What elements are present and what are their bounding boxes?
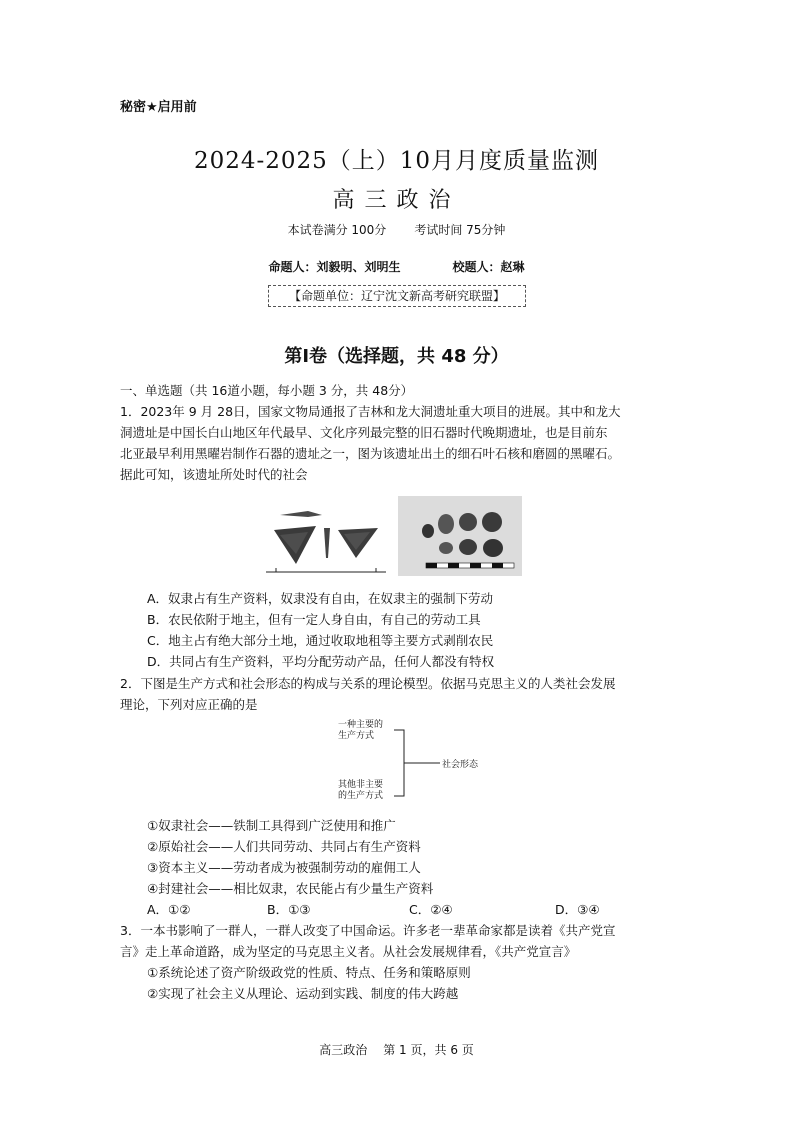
stone-tools-image <box>266 502 386 574</box>
q3-line-1: 3．一本书影响了一群人，一群人改变了中国命运。许多老一辈革命家都是读着《共产党宣 <box>120 923 616 938</box>
production-mode-diagram <box>336 718 496 808</box>
exam-time: 考试时间 75分钟 <box>414 223 506 237</box>
diagram-social-form: 社会形态 <box>442 760 479 770</box>
issuing-unit: 【命题单位：辽宁沈文新高考研究联盟】 <box>268 285 526 307</box>
diagram-bottom-line-2: 的生产方式 <box>338 791 384 801</box>
q1-line-2: 洞遗址是中国长白山地区年代最早、文化序列最完整的旧石器时代晚期遗址，也是目前东 <box>120 425 608 440</box>
confidential-mark: 秘密★启用前 <box>120 100 197 115</box>
q1-line-4: 据此可知，该遗址所处时代的社会 <box>120 467 308 482</box>
full-score: 本试卷满分 100分 <box>287 223 387 237</box>
q3-item-1: ①系统论述了资产阶级政党的性质、特点、任务和策略原则 <box>147 965 471 980</box>
obsidian-image <box>398 496 522 576</box>
footer-subject: 高三政治 <box>319 1043 368 1057</box>
q2-line-2: 理论，下列对应正确的是 <box>120 697 258 712</box>
q2-item-4: ④封建社会——相比奴隶，农民能占有少量生产资料 <box>147 881 434 896</box>
q3-line-2: 言》走上革命道路，成为坚定的马克思主义者。从社会发展规律看，《共产党宣言》 <box>120 944 577 959</box>
q2-line-1: 2．下图是生产方式和社会形态的构成与关系的理论模型。依据马克思主义的人类社会发展 <box>120 676 616 691</box>
diagram-brace <box>392 718 442 808</box>
q2-option-b[interactable]: B．①③ <box>267 902 311 917</box>
exam-title: 2024-2025（上）10月月度质量监测 <box>193 148 600 174</box>
q2-option-c[interactable]: C．②④ <box>409 902 453 917</box>
page-footer <box>0 1041 793 1058</box>
q1-option-d[interactable]: D．共同占有生产资料，平均分配劳动产品，任何人都没有特权 <box>147 654 495 669</box>
diagram-bottom-line-1: 其他非主要 <box>338 780 384 790</box>
q1-option-b[interactable]: B．农民依附于地主，但有一定人身自由，有自己的劳动工具 <box>147 612 481 627</box>
q2-item-2: ②原始社会——人们共同劳动、共同占有生产资料 <box>147 839 421 854</box>
q3-item-2: ②实现了社会主义从理论、运动到实践、制度的伟大跨越 <box>147 986 459 1001</box>
setters: 命题人：刘毅明、刘明生 <box>268 260 401 274</box>
reviewer: 校题人：赵琳 <box>452 260 525 274</box>
section-instruction: 一、单选题（共 16道小题，每小题 3 分，共 48分） <box>120 383 414 398</box>
q2-option-d[interactable]: D．③④ <box>555 902 600 917</box>
q1-option-a[interactable]: A．奴隶占有生产资料，奴隶没有自由，在奴隶主的强制下劳动 <box>147 591 494 606</box>
diagram-top-line-1: 一种主要的 <box>338 720 384 730</box>
exam-authors <box>0 258 793 275</box>
section-title: 第Ⅰ卷（选择题，共 48 分） <box>284 346 509 367</box>
q2-item-1: ①奴隶社会——铁制工具得到广泛使用和推广 <box>147 818 396 833</box>
q1-line-3: 北亚最早利用黑曜岩制作石器的遗址之一，图为该遗址出土的细石叶石核和磨圆的黑曜石。 <box>120 446 621 461</box>
footer-page-number: 第 1 页，共 6 页 <box>383 1043 474 1057</box>
diagram-top-line-2: 生产方式 <box>338 731 375 741</box>
q2-item-3: ③资本主义——劳动者成为被强制劳动的雇佣工人 <box>147 860 421 875</box>
q1-option-c[interactable]: C．地主占有绝大部分土地，通过收取地租等主要方式剥削农民 <box>147 633 494 648</box>
exam-info <box>0 221 793 238</box>
exam-subject: 高三政治 <box>332 188 461 213</box>
q2-option-a[interactable]: A．①② <box>147 902 191 917</box>
q1-line-1: 1．2023年 9 月 28日，国家文物局通报了吉林和龙大洞遗址重大项目的进展。其中和龙大 <box>120 404 621 419</box>
q2-options <box>147 899 647 920</box>
